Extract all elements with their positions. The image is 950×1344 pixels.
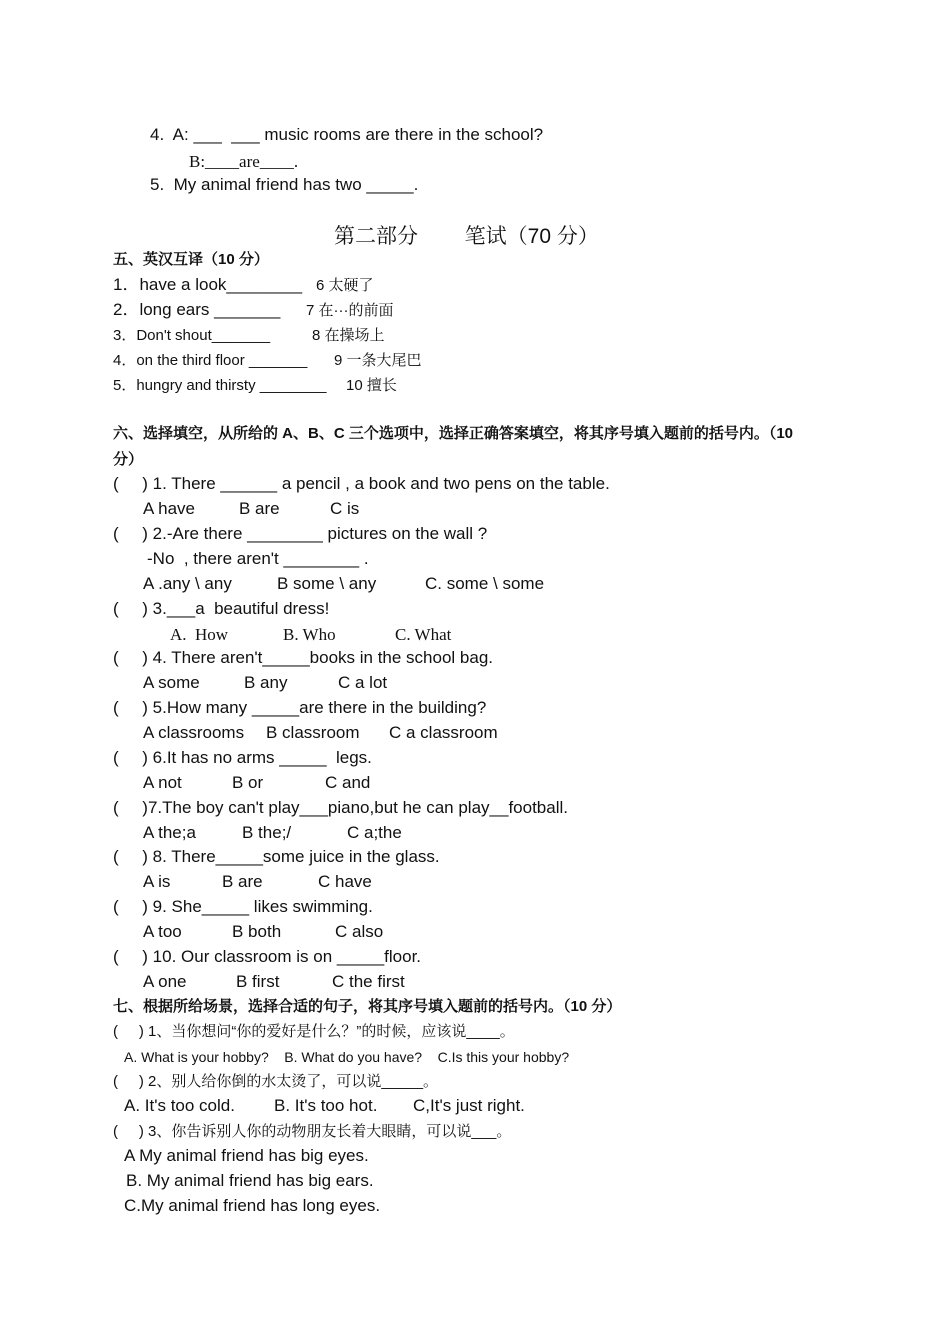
section6-heading-cont: 分） [113, 451, 144, 468]
option-c: C. some \ some [425, 574, 545, 593]
sec5-row-en: 3．Don't shout_______ [113, 327, 271, 344]
option-c: C a lot [338, 673, 388, 692]
option-a: A one [143, 972, 187, 991]
sec5-row-zh: 10 擅长 [346, 377, 397, 394]
sec7-options: A. What is your hobby? B. What do you have? C.Is this your hobby? [124, 1049, 570, 1065]
option-a: A the;a [143, 823, 196, 842]
option-a: A is [143, 872, 171, 891]
sec5-row-en: 1．have a look________ [113, 275, 303, 294]
option-b: B. My animal friend has big ears. [126, 1171, 374, 1190]
sec6-question-reply: -No , there aren't ________ . [147, 549, 369, 568]
sec6-question: ( ) 4. There aren't_____books in the school bag. [113, 648, 494, 667]
sec5-row-zh: 6 太硬了 [316, 277, 374, 294]
option-c: C and [325, 773, 371, 792]
option-a: A classrooms [143, 723, 245, 742]
sec7-question: ( ) 2、别人给你倒的水太烫了，可以说_____。 [113, 1073, 439, 1090]
sec5-row-zh: 7 在···的前面 [306, 302, 394, 319]
option-c: C a classroom [389, 723, 498, 742]
option-c: C is [330, 499, 360, 518]
sec5-row-zh: 8 在操场上 [312, 327, 385, 344]
sec7-question: ( ) 1、当你想问“你的爱好是什么？”的时候，应该说____。 [113, 1023, 515, 1040]
option-a: A. It's too cold. [124, 1096, 235, 1115]
option-a: A some [143, 673, 200, 692]
sec7-question: ( ) 3、你告诉别人你的动物朋友长着大眼睛，可以说___。 [113, 1123, 512, 1140]
option-c: C the first [332, 972, 405, 991]
option-b: B classroom [266, 723, 360, 742]
option-b: B are [222, 872, 263, 891]
option-b: B or [232, 773, 264, 792]
section7-heading: 七、根据所给场景，选择合适的句子，将其序号填入题前的括号内。（10 分） [113, 998, 622, 1015]
option-a: A not [143, 773, 182, 792]
option-b: B. It's too hot. [274, 1096, 378, 1115]
sec6-question: ( ) 8. There_____some juice in the glass. [113, 847, 440, 866]
option-b: B the;/ [242, 823, 292, 842]
option-a: A. How [170, 625, 229, 644]
option-b: B. Who [283, 625, 336, 644]
sec5-row-zh: 9 一条大尾巴 [334, 352, 422, 369]
section6-heading: 六、选择填空，从所给的 A、B、C 三个选项中，选择正确答案填空，将其序号填入题前的括号内。（10 [113, 425, 794, 442]
option-b: B both [232, 922, 282, 941]
option-c: C,It's just right. [413, 1096, 525, 1115]
sec6-question: ( ) 2.-Are there ________ pictures on the wall ? [113, 524, 488, 543]
option-a: A have [143, 499, 195, 518]
sec6-question: ( ) 9. She_____ likes swimming. [113, 897, 373, 916]
option-c: C. What [395, 625, 452, 644]
sec6-question: ( ) 5.How many _____are there in the building? [113, 698, 487, 717]
sec6-question: ( ) 1. There ______ a pencil , a book and two pens on the table. [113, 474, 610, 493]
sec5-row-en: 2．long ears _______ [113, 300, 281, 319]
option-c: C.My animal friend has long eyes. [124, 1196, 381, 1215]
option-c: C also [335, 922, 384, 941]
option-c: C have [318, 872, 372, 891]
option-a: A .any \ any [143, 574, 232, 593]
option-a: A My animal friend has big eyes. [124, 1146, 369, 1165]
listening-q5: 5. My animal friend has two _____. [150, 175, 419, 194]
option-b: B some \ any [277, 574, 377, 593]
option-b: B are [239, 499, 280, 518]
sec6-question: ( ) 10. Our classroom is on _____floor. [113, 947, 422, 966]
sec5-row-en: 4．on the third floor _______ [113, 352, 308, 369]
option-b: B any [244, 673, 288, 692]
sec6-question: ( ) 3.___a beautiful dress! [113, 599, 330, 618]
part-title: 第二部分 笔试（70 分） [334, 225, 599, 248]
option-c: C a;the [347, 823, 402, 842]
option-b: B first [236, 972, 280, 991]
section5-heading: 五、英汉互译（10 分） [113, 251, 269, 268]
listening-q4-a: 4. A: ___ ___ music rooms are there in the school? [150, 125, 544, 144]
sec5-row-en: 5．hungry and thirsty ________ [113, 377, 327, 394]
option-a: A too [143, 922, 182, 941]
listening-q4-b: B:____are____. [189, 152, 299, 171]
sec6-question: ( )7.The boy can't play___piano,but he can play__football. [113, 798, 568, 817]
sec6-question: ( ) 6.It has no arms _____ legs. [113, 748, 372, 767]
